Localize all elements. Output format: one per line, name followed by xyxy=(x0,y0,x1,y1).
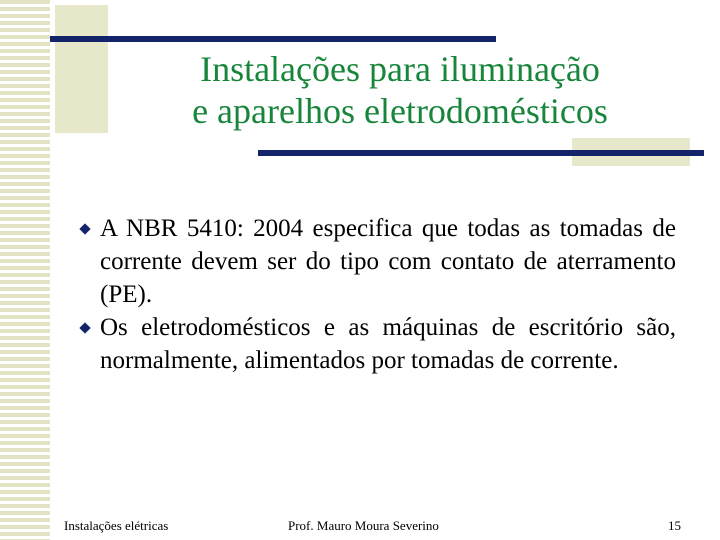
footer-course: Instalações elétricas xyxy=(64,518,169,533)
bullet-item xyxy=(76,311,676,377)
title-bar-top xyxy=(50,36,496,42)
bullet-text: Os eletrodomésticos e as máquinas de escritório são, normalmente, alimentados por tomadas de corrente. xyxy=(100,314,676,374)
bullet-item xyxy=(76,212,676,311)
slide-title xyxy=(120,48,680,132)
bullet-list xyxy=(76,212,676,377)
page-number: 15 xyxy=(668,518,681,533)
title-line-1: Instalações para iluminação xyxy=(200,49,600,89)
title-line-2: e aparelhos eletrodomésticos xyxy=(192,91,608,131)
footer-author: Prof. Mauro Moura Severino xyxy=(288,518,439,533)
decorative-stripes xyxy=(0,0,50,540)
decorative-box-top xyxy=(55,5,108,133)
title-bar-bottom xyxy=(258,150,704,156)
diamond-bullet-icon xyxy=(79,223,90,234)
bullet-text: A NBR 5410: 2004 especifica que todas as tomadas de corrente devem ser do tipo com contato de aterramento (PE). xyxy=(100,215,676,308)
diamond-bullet-icon xyxy=(79,322,90,333)
